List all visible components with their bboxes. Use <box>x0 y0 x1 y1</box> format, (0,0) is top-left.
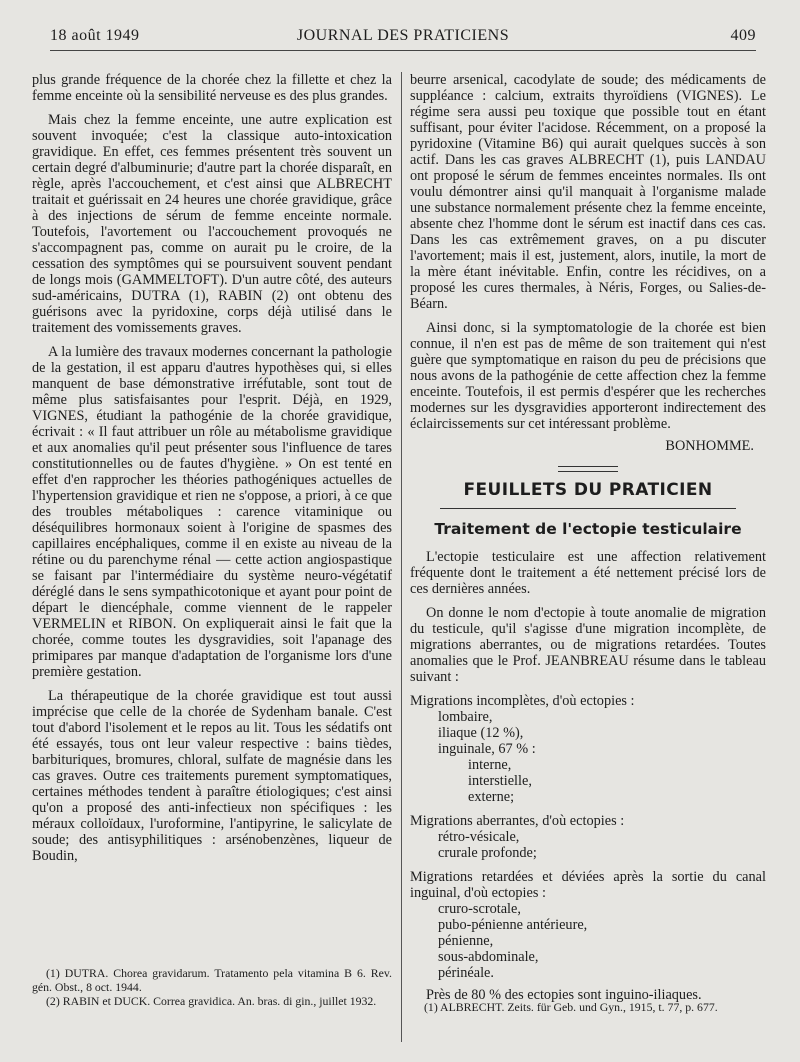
list-heading: Migrations retardées et déviées après la sortie du canal inguinal, d'où ectopies : <box>410 869 766 901</box>
closing-line: Près de 80 % des ectopies sont inguino-iliaques. <box>426 987 702 1003</box>
paragraph: Mais chez la femme enceinte, une autre explication est souvent invoquée; c'est la classique auto-intoxication gravidique. En effet, ces femmes présentent très souvent un certain degré d'albuminurie; d'autre part la chorée disparaît, en règle, après l'accouchement, et c'est ainsi que ALBRECHT traitait et guérissait en 24 heures une chorée gravidique, grâce à des injections de sérum de femme enceinte normale. Toutefois, l'avortement ou l'accouchement provoqués ne s'accompagnent pas, comme on aurait pu le croire, de la cessation des symptômes qui se poursuivent souvent pendant de longs mois (GAMMELTOFT). D'un autre côté, des auteurs sud-américains, DUTRA (1), RABIN (2) ont obtenu des guérisons avec la pyridoxine, corps déjà utilisé dans le traitement des vomissements graves. <box>32 112 392 336</box>
list-subitem: interne, <box>468 757 512 773</box>
footnote: (2) RABIN et DUCK. Correa gravidica. An. bras. di gin., juillet 1932. <box>46 994 377 1008</box>
footnote: (1) ALBRECHT. Zeits. für Geb. und Gyn., 1915, t. 77, p. 677. <box>424 1000 718 1014</box>
paragraph: La thérapeutique de la chorée gravidique est tout aussi imprécise que celle de la chorée de Sydenham banale. C'est tout d'abord l'isolement et le repos au lit. Tous les sédatifs ont été essayés, tous ont leur valeur respective : bains tièdes, barbituriques, bromures, chloral, sulfate de magnésie dans les cas graves. Outre ces traitements purement symptomatiques, certaines méthodes tendent à paraître étiologiques; c'est ainsi qu'on a proposé des anti-infectieux non spécifiques : les méraux colloïdaux, l'uroformine, l'antipyrine, le salicylate de soude; des antisyphilitiques : arsénobenzènes, liqueur de Boudin, <box>32 688 392 864</box>
list-item: crurale profonde; <box>438 845 537 861</box>
list-item: sous-abdominale, <box>438 949 539 965</box>
paragraph: L'ectopie testiculaire est une affection relativement fréquente dont le traitement a été nettement précisé lors de ces dernières années. <box>410 549 766 597</box>
running-head <box>50 24 756 51</box>
ectopy-table <box>410 693 766 981</box>
page-number: 409 <box>730 27 756 44</box>
list-item: inguinale, 67 % : <box>438 741 536 757</box>
column-divider <box>401 72 402 1042</box>
section-rule <box>558 466 618 472</box>
list-item: lombaire, <box>438 709 493 725</box>
list-item: iliaque (12 %), <box>438 725 524 741</box>
list-item: cruro-scrotale, <box>438 901 521 917</box>
journal-title: JOURNAL DES PRATICIENS <box>296 27 510 44</box>
right-column <box>410 72 766 1052</box>
paragraph: plus grande fréquence de la chorée chez la fillette et chez la femme enceinte où la sensibilité nerveuse es des plus grandes. <box>32 72 392 104</box>
section-title: FEUILLETS DU PRATICIEN <box>463 480 713 500</box>
footnotes-right <box>410 1000 766 1014</box>
author-signature: BONHOMME. <box>665 438 754 454</box>
paragraph: A la lumière des travaux modernes concernant la pathologie de la gestation, il est apparu d'autres hypothèses qui, si elles manquent de base démonstrative irréfutable, sont tout de même plus satisfaisantes pour l'esprit. Déjà, en 1929, VIGNES, étudiant la pathogénie de la chorée gravidique, écrivait : « Il faut attribuer un rôle au métabolisme gravidique et aux anomalies qu'il peut présenter sous l'influence de tares constitutionnelles ou de fautes d'hygiène. » On est tenté en effet d'en rapprocher les théories pathogéniques actuelles de l'hypertension gravidique et rien ne s'oppose, a priori, à ce que des troubles métaboliques : carence vitaminique ou déséquilibres hormonaux soient à l'origine de spasmes des capillaires encéphaliques, comme il en existe au niveau de la rétine ou du parenchyme rénal — cette action angiospastique se faisant par l'intermédiaire du système neuro-végétatif déréglé dans le sens sympathicotonique et ayant pour point de départ le diencéphale, comme viennent de le rappeler VERMELIN et RIBON. On expliquerait ainsi le fait que la chorée, comme toutes les dysgravidies, soit l'apanage des primipares par manque d'adaptation de l'organisme lors d'une première gestation. <box>32 344 392 680</box>
list-item: rétro-vésicale, <box>438 829 520 845</box>
list-item: périnéale. <box>438 965 494 981</box>
paragraph: Ainsi donc, si la symptomatologie de la chorée est bien connue, il n'en est pas de même de son traitement qui n'est guère que symptomatique en raison du peu de précisions que nous avons de la pathogénie de cette affection chez la femme enceinte. Toutefois, il est permis d'espérer que les recherches modernes sur les dysgravidies apporteront indirectement des éclaircissements sur cet intéressant problème. <box>410 320 766 432</box>
paragraph: beurre arsenical, cacodylate de soude; des médicaments de suppléance : calcium, extraits thyroïdiens (VIGNES). Le régime sera aussi peu toxique que possible tout en étant suffisant, pour éviter l'acidose. Récemment, on a proposé la pyridoxine (Vitamine B6) qui aurait quelques succès à son actif. Dans les cas graves ALBRECHT (1), puis LANDAU ont proposé le sérum de femmes enceintes normales. Ils ont voulu démontrer ainsi qu'il manquait à l'organisme malade une substance normalement présente chez la femme enceinte, absente chez l'homme dont le sérum est inactif dans ces cas. Dans les cas extrêmement graves, on a pu discuter l'avortement; mais il est, justement, alors, inutile, la mort de la mère étant inévitable. Enfin, contre les récidives, on a proposé les cures thermales, à Néris, Forges, ou Salies-de-Béarn. <box>410 72 766 312</box>
issue-date: 18 août 1949 <box>50 27 140 44</box>
section-header <box>440 482 736 509</box>
article-title: Traitement de l'ectopie testiculaire <box>434 520 742 538</box>
left-column <box>32 72 392 1052</box>
list-heading: Migrations aberrantes, d'où ectopies : <box>410 813 625 829</box>
footnote: (1) DUTRA. Chorea gravidarum. Tratamento pela vitamina B 6. Rev. gén. Obst., 8 oct. 1944. <box>32 966 392 994</box>
list-item: pubo-pénienne antérieure, <box>438 917 588 933</box>
list-heading: Migrations incomplètes, d'où ectopies : <box>410 693 635 709</box>
list-subitem: interstielle, <box>468 773 532 789</box>
list-item: pénienne, <box>438 933 494 949</box>
footnotes-left <box>32 966 392 1008</box>
list-subitem: externe; <box>468 789 515 805</box>
paragraph: On donne le nom d'ectopie à toute anomalie de migration du testicule, qu'il s'agisse d'une migration incomplète, de migrations aberrantes, ou de migrations retardées. Toutes anomalies que le Prof. JEANBREAU résume dans le tableau suivant : <box>410 605 766 685</box>
